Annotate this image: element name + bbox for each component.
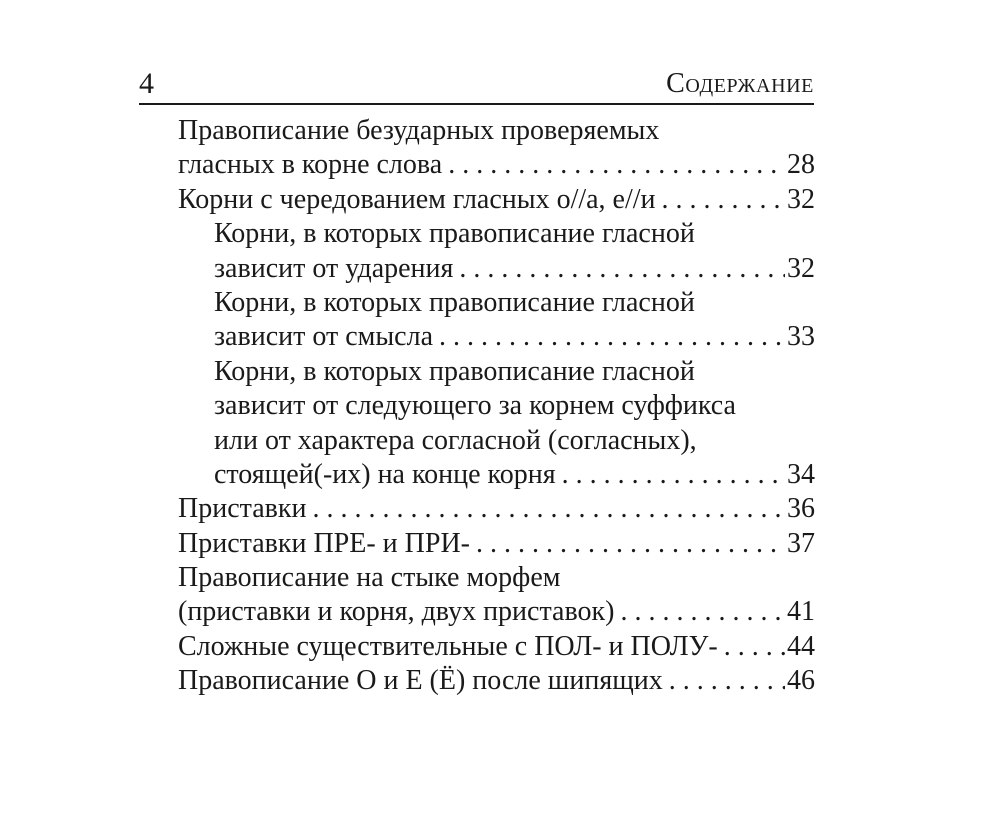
toc-entry-3-line-1: [178, 217, 815, 251]
toc-page-number: 46: [787, 665, 815, 697]
toc-entry-4-line-1: [178, 286, 815, 320]
toc-entry-text: или от характера согласной (согласных),: [214, 424, 697, 456]
toc-entry-8-line-2: [178, 595, 815, 629]
toc-page-number: 37: [787, 527, 815, 559]
toc-entry-8-line-1: [178, 561, 815, 595]
leader-dots: [459, 252, 785, 286]
running-title: Содержание: [666, 68, 814, 99]
toc-page-number: 32: [787, 252, 815, 284]
toc-entry-text: зависит от смысла: [214, 321, 433, 353]
toc-entry-text: Правописание на стыке морфем: [178, 562, 561, 594]
toc-page-number: 41: [787, 596, 815, 628]
toc-entry-text: Корни, в которых правописание гласной: [214, 286, 695, 318]
toc-entry-5-line-2: [178, 389, 815, 423]
toc-page-number: 32: [787, 183, 815, 215]
toc-entry-text: Корни с чередованием гласных о//а, е//и: [178, 183, 656, 215]
toc-page-number: 44: [787, 630, 815, 662]
leader-dots: [439, 320, 785, 354]
toc-entry-text: Правописание О и Е (Ё) после шипящих: [178, 665, 663, 697]
leader-dots: [312, 492, 785, 526]
toc-entry-text: Сложные существительные с ПОЛ- и ПОЛУ-: [178, 630, 718, 662]
leader-dots: [724, 630, 785, 664]
leader-dots: [476, 527, 785, 561]
toc-page-number: 33: [787, 321, 815, 353]
toc-page-number: 34: [787, 458, 815, 490]
toc-entry-text: Приставки ПРЕ- и ПРИ-: [178, 527, 470, 559]
leader-dots: [669, 664, 785, 698]
toc-entry-1-line-1: [178, 114, 815, 148]
toc-entry-text: зависит от ударения: [214, 252, 454, 284]
toc-page-number: 36: [787, 493, 815, 525]
leader-dots: [620, 595, 785, 629]
toc-entry-4-line-2: [178, 320, 815, 354]
page-number: 4: [139, 67, 154, 100]
toc-entry-3-line-2: [178, 252, 815, 286]
toc-entry-5-line-3: [178, 424, 815, 458]
leader-dots: [448, 148, 785, 182]
toc-entry-9-line-1: [178, 630, 815, 664]
toc-entry-10-line-1: [178, 664, 815, 698]
toc-entry-5-line-4: [178, 458, 815, 492]
toc-entry-2-line-1: [178, 183, 815, 217]
table-of-contents: [178, 114, 815, 699]
toc-entry-text: Приставки: [178, 493, 307, 525]
leader-dots: [562, 458, 785, 492]
toc-entry-text: Правописание безударных проверяемых: [178, 115, 660, 146]
toc-entry-text: зависит от следующего за корнем суффикса: [214, 390, 736, 422]
toc-entry-text: Корни, в которых правописание гласной: [214, 355, 695, 387]
leader-dots: [662, 183, 785, 217]
toc-entry-7-line-1: [178, 527, 815, 561]
toc-entry-text: гласных в корне слова: [178, 149, 443, 181]
toc-entry-1-line-2: [178, 148, 815, 182]
toc-entry-text: стоящей(-их) на конце корня: [214, 458, 556, 490]
header-rule: [139, 103, 814, 105]
toc-page-number: 28: [787, 149, 815, 181]
toc-entry-text: Корни, в которых правописание гласной: [214, 218, 695, 250]
toc-entry-5-line-1: [178, 355, 815, 389]
toc-entry-6-line-1: [178, 492, 815, 526]
toc-entry-text: (приставки и корня, двух приставок): [178, 596, 615, 628]
